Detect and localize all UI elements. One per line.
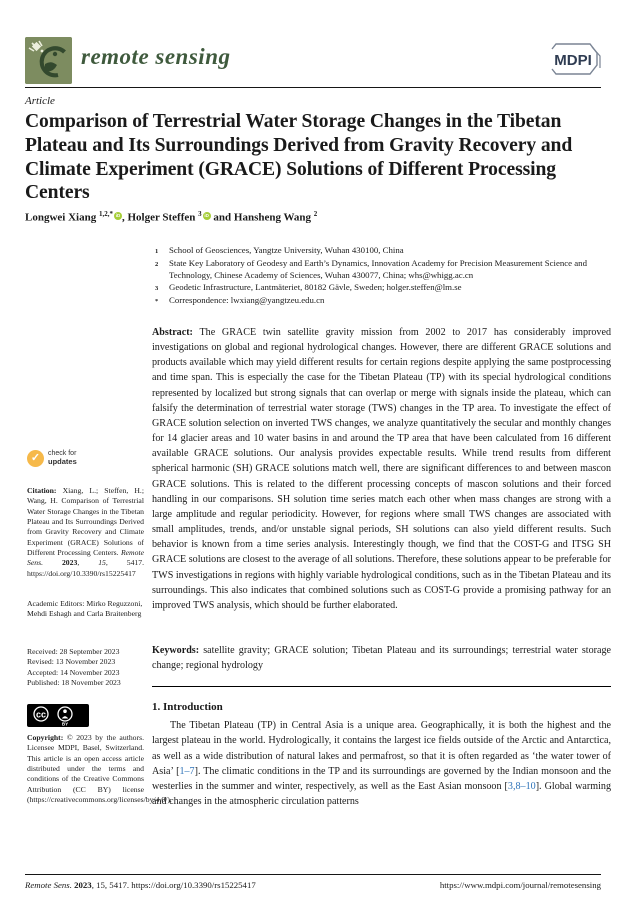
- affiliation-marker: *: [155, 297, 159, 305]
- citation-ref-link[interactable]: 1–7: [179, 765, 195, 777]
- affiliation-marker: 1: [155, 248, 159, 255]
- person-icon: [63, 709, 67, 713]
- affiliation-text: State Key Laboratory of Geodesy and Earth’s Dynamics, Innovation Academy for Precision Measurement Science and Technology, Chinese Academy of Sciences, Wuhan 430077, China; whs@whigg.ac.cn: [169, 257, 587, 280]
- date-value: 14 November 2023: [58, 667, 120, 677]
- author-3: Hansheng Wang: [233, 211, 312, 224]
- published-date: [27, 678, 144, 688]
- citation-block: [27, 486, 144, 579]
- orcid-icon[interactable]: iD: [204, 212, 209, 218]
- citation-year: 2023: [61, 558, 78, 568]
- citation-pages: , 5417.: [105, 558, 145, 568]
- cc-by-badge-graphic: [27, 704, 89, 727]
- author-1-affil-sup: 1,2,*: [98, 210, 113, 218]
- footer-doi-link[interactable]: , 15, 5417. https://doi.org/10.3390/rs15225417: [91, 880, 256, 890]
- abstract-text: The GRACE twin satellite gravity mission from 2002 to 2017 has considerably improved investigations on global and regional hydrological changes. However, there are different GRACE solutions and products available which may yield different results for certain regions despite applying the same postprocessing and time span. This is especially the case for the Tibetan Plateau (TP) with its special hydrological conditions represented by localized but strong signals that can overlap or merge with signals inside the plateau, which can falsify the determination of terrestrial water storage (TWS) changes in the TP area. To investigate the effect of GRACE solution selection on inverted TWS changes, we analyze quantitatively the secular and monthly changes for 14 glacier areas and 10 water basins in and around the TP area that have been calculated from 16 different available GRACE solutions. Our analysis provides expectable results. While trend results from different spherical harmonic (SH) GRACE solutions match well, there are significant differences to and between mascon GRACE solutions. This is related to the different processing concepts of mascon solutions and their forced handling in our comparisons. SH solution time series match each other when mass changes are strong with a large amplitude and regular periodicity. However, for regions where small TWS changes are associated with small amplitudes, trends, and/or unstable signal periods, SH solutions can also yield different results. Such behavior is known from a time series analysis. Interestingly though, we find that the COST-G and ITSG SH GRACE solutions are closest to the average of all solutions. Therefore, these solutions appear to be preferable for TWS investigations in regions with highly variable hydrological conditions, such as in the Tibetan Plateau and its surroundings. This also indicates that combined solutions such as COST-G provide a promising pathway for an improved TWS analysis, which should be further elaborated.: [152, 327, 611, 611]
- keywords-text: satellite gravity; GRACE solution; Tibetan Plateau and its surroundings; terrestrial water storage change; regional hydrology: [152, 645, 611, 672]
- abstract-label: Abstract:: [152, 327, 193, 338]
- affiliation-row: [155, 295, 613, 308]
- date-label: Revised:: [27, 657, 54, 667]
- author-3-affil-sup: 2: [313, 210, 318, 218]
- copyright-block: [27, 733, 172, 805]
- date-label: Received:: [27, 647, 58, 656]
- affiliation-marker: 2: [155, 260, 159, 268]
- check-line-2: updates: [48, 457, 77, 466]
- page-title: Comparison of Terrestrial Water Storage Changes in the Tibetan Plateau and Its Surroundings Derived from Gravity Recovery and Climate Experiment (GRACE) Solutions of Different Processing Centers: [25, 111, 573, 204]
- copyright-text: © 2023 by the authors. Licensee MDPI, Basel, Switzerland. This article is an open access article distributed under the terms and conditions of the Creative Commons Attribution (CC BY) license (https://creativecommons.org/licenses/by/4.0/).: [27, 733, 172, 805]
- footer-citation: [25, 880, 256, 890]
- cc-by-license-badge[interactable]: [27, 704, 89, 732]
- orcid-icon[interactable]: iD: [115, 212, 121, 218]
- copyright-label: Copyright:: [27, 733, 64, 742]
- academic-editors-block: Academic Editors: Mirko Reguzzoni, Mehdi Eshagh and Carla Braitenberg: [27, 599, 143, 619]
- footer-journal: Remote Sens.: [25, 880, 75, 890]
- mdpi-logo-graphic: [542, 41, 604, 79]
- affiliation-row: [155, 245, 613, 258]
- accepted-date: [27, 668, 144, 678]
- section-heading-introduction: 1. Introduction: [152, 701, 223, 713]
- article-type-label: Article: [25, 95, 55, 107]
- citation-label: Citation:: [27, 486, 57, 495]
- intro-text: ]. Global warming and changes in the atmospheric circulation patterns: [152, 781, 611, 808]
- citation-doi-link[interactable]: https://doi.org/10.3390/rs15225417: [27, 568, 136, 578]
- keywords-paragraph: [152, 643, 611, 673]
- author-1: Longwei Xiang: [25, 211, 97, 224]
- received-date: [27, 647, 144, 657]
- history-dates-block: [27, 647, 144, 688]
- header-divider: [25, 87, 601, 88]
- author-separator: ,: [121, 211, 128, 224]
- keywords-label: Keywords:: [152, 645, 200, 656]
- check-for-updates-label: [48, 450, 77, 467]
- section-divider: [152, 686, 611, 687]
- by-label: BY: [61, 721, 69, 727]
- affiliation-text: Correspondence: lwxiang@yangtzeu.edu.cn: [169, 294, 325, 305]
- check-for-updates-badge[interactable]: [27, 450, 77, 467]
- page-footer: [25, 880, 601, 890]
- citation-ref-link[interactable]: 3,8–10: [507, 781, 536, 793]
- remote-sensing-logo[interactable]: [25, 37, 72, 84]
- date-label: Accepted:: [27, 667, 59, 677]
- journal-name: remote sensing: [81, 44, 231, 69]
- affiliations-block: [155, 245, 613, 308]
- author-separator: and: [210, 211, 234, 224]
- citation-sep: ,: [77, 558, 99, 568]
- date-label: Published:: [27, 678, 60, 688]
- author-2: Holger Steffen: [127, 211, 196, 224]
- citation-journal: Remote Sens.: [27, 548, 144, 568]
- date-value: 13 November 2023: [53, 657, 116, 667]
- affiliation-text: Geodetic Infrastructure, Lantmäteriet, 80182 Gävle, Sweden; holger.steffen@lm.se: [169, 281, 462, 292]
- citation-body: Xiang, L.; Steffen, H.; Wang, H. Comparison of Terrestrial Water Storage Changes in the Tibetan Plateau and Its Surroundings Derived from Gravity Recovery and Climate Experiment (GRACE) Solutions of Different Processing Centers.: [27, 486, 144, 558]
- check-line-1: check for: [48, 450, 77, 457]
- intro-text: The Tibetan Plateau (TP) in Central Asia is a unique area. Geographically, it is both the highest and the largest plateau in the world. Hydrologically, it contains the largest ice fields outside of the Arctic and Antarctica, as well as a wide distribution of natural lakes and permafrost, so that it is often regarded as ‘the water tower of Asia’ [: [152, 720, 611, 777]
- footer-divider: [25, 874, 601, 875]
- authors-line: [25, 210, 317, 224]
- affiliation-marker: 3: [155, 284, 159, 292]
- footer-journal-url[interactable]: https://www.mdpi.com/journal/remotesensing: [439, 880, 601, 890]
- affiliation-row: [155, 282, 613, 295]
- introduction-paragraph: [152, 718, 611, 810]
- date-value: 18 November 2023: [59, 678, 121, 688]
- check-icon: ✓: [27, 450, 44, 467]
- citation-volume: 15: [98, 558, 106, 568]
- mdpi-logo-text: MDPI: [554, 52, 592, 69]
- intro-text: ]. The climatic conditions in the TP and its surroundings are governed by the Indian monsoon and the westerlies in the summer and winter, respectively, as well as the East Asian monsoon [: [152, 765, 612, 793]
- cc-icon: cc: [35, 709, 47, 720]
- footer-year: 2023: [74, 880, 92, 890]
- revised-date: [27, 657, 144, 667]
- abstract-paragraph: [152, 325, 611, 613]
- mdpi-logo[interactable]: [542, 41, 604, 84]
- author-2-affil-sup: 3: [198, 210, 202, 218]
- affiliation-text: School of Geosciences, Yangtze University, Wuhan 430100, China: [169, 245, 404, 255]
- affiliation-row: [155, 258, 613, 282]
- remote-sensing-logo-icon: [25, 37, 72, 84]
- date-value: 28 September 2023: [57, 647, 120, 656]
